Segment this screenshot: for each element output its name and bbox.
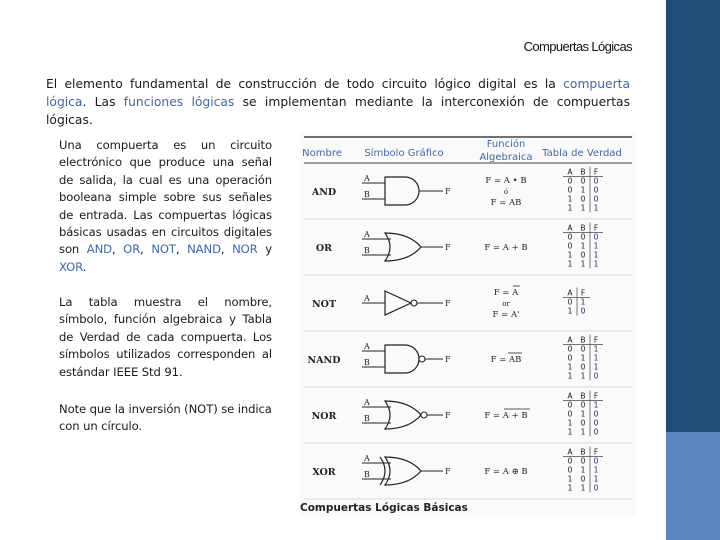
truth-table-cell: 1 bbox=[567, 483, 573, 493]
intro-text: . Las bbox=[82, 95, 124, 109]
slide-sidebar-accent bbox=[666, 432, 720, 540]
gate-symbol bbox=[385, 457, 421, 485]
truth-table-header: A bbox=[567, 167, 573, 177]
algebraic-function: F = A bbox=[493, 288, 519, 298]
truth-table-cell: 1 bbox=[593, 241, 599, 251]
gate-symbol bbox=[385, 345, 419, 373]
truth-table-cell: 1 bbox=[580, 297, 586, 307]
figure-caption: Compuertas Lógicas Básicas bbox=[300, 502, 468, 514]
truth-table-cell: 1 bbox=[580, 465, 586, 475]
intro-text: se implementan mediante la interconexión de compuertas lógicas. bbox=[46, 95, 630, 127]
algebraic-function: F = A + B bbox=[484, 243, 528, 253]
algebraic-function: F = A' bbox=[492, 310, 520, 320]
gate-output-label: F bbox=[445, 187, 451, 196]
inversion-bubble bbox=[411, 300, 417, 306]
truth-table-cell: 1 bbox=[580, 427, 586, 437]
definition-paragraph bbox=[59, 137, 272, 276]
algebraic-function: F = AB bbox=[490, 355, 522, 365]
truth-table-cell: 1 bbox=[580, 353, 586, 363]
gate-name: XOR bbox=[59, 259, 83, 274]
truth-table-cell: 1 bbox=[567, 203, 573, 213]
truth-table-cell: 1 bbox=[593, 465, 599, 475]
gate-name-cell: NOR bbox=[311, 411, 337, 422]
intro-paragraph bbox=[46, 75, 630, 129]
truth-table-header: A bbox=[567, 223, 573, 233]
truth-table-cell: 0 bbox=[593, 194, 599, 204]
truth-table-cell: 1 bbox=[580, 241, 586, 251]
logic-gates-figure bbox=[300, 133, 636, 517]
truth-table-cell: 0 bbox=[567, 232, 573, 242]
truth-table-cell: 0 bbox=[580, 474, 586, 484]
gate-name-cell: XOR bbox=[312, 467, 336, 478]
separator: , bbox=[220, 242, 233, 257]
gate-name: NAND bbox=[187, 242, 221, 257]
algebraic-function: F = A • B bbox=[485, 176, 527, 186]
truth-table-cell: 0 bbox=[580, 232, 586, 242]
truth-table-cell: 0 bbox=[567, 400, 573, 410]
truth-table-cell: 1 bbox=[567, 371, 573, 381]
truth-table-cell: 0 bbox=[567, 297, 573, 307]
truth-table-cell: 1 bbox=[567, 306, 573, 316]
gate-name: AND bbox=[86, 242, 112, 257]
truth-table-cell: 0 bbox=[593, 483, 599, 493]
truth-table-cell: 1 bbox=[567, 362, 573, 372]
truth-table-cell: 0 bbox=[580, 418, 586, 428]
truth-table-cell: 0 bbox=[567, 241, 573, 251]
inversion-bubble bbox=[421, 412, 427, 418]
separator: y bbox=[257, 242, 272, 257]
gate-output-label: F bbox=[445, 411, 451, 420]
gate-xor-bar bbox=[380, 457, 385, 485]
gate-input-label: A bbox=[364, 398, 370, 407]
definition-text: Una compuerta es un circuito electrónico que produce una señal de salida, la cual es una operación booleana simple sobre sus señales de entrada. Las compuertas lógicas básicas usadas en circuitos digitales son bbox=[59, 138, 272, 257]
gate-name: NOT bbox=[151, 242, 176, 257]
truth-table-cell: 1 bbox=[580, 371, 586, 381]
gate-input-label: A bbox=[364, 230, 370, 239]
truth-table-header: F bbox=[593, 167, 599, 177]
gate-name-cell: AND bbox=[311, 187, 337, 198]
truth-table-cell: 0 bbox=[593, 185, 599, 195]
gate-input-label: B bbox=[364, 190, 370, 199]
algebraic-function-or: ó bbox=[503, 188, 509, 196]
gate-name-cell: OR bbox=[315, 243, 333, 254]
algebraic-function-or: or bbox=[502, 300, 510, 308]
inversion-bubble bbox=[419, 356, 425, 362]
gate-input-label: A bbox=[364, 342, 370, 351]
truth-table-header: A bbox=[567, 447, 573, 457]
not-note-paragraph: Note que la inversión (NOT) se indica con un círculo. bbox=[59, 402, 272, 434]
truth-table-cell: 0 bbox=[593, 456, 599, 466]
truth-table-cell: 0 bbox=[580, 344, 586, 354]
separator: . bbox=[82, 259, 87, 274]
truth-table-cell: 1 bbox=[593, 474, 599, 484]
truth-table-cell: 1 bbox=[567, 259, 573, 269]
slide-title: Compuertas Lógicas bbox=[523, 39, 632, 54]
truth-table-cell: 0 bbox=[567, 456, 573, 466]
truth-table-cell: 0 bbox=[580, 194, 586, 204]
truth-table-header: F bbox=[593, 447, 599, 457]
table-description-paragraph: La tabla muestra el nombre, símbolo, función algebraica y Tabla de Verdad de cada compuerta. Los símbolos utilizados corresponden al estándar IEEE Std 91. bbox=[59, 295, 272, 379]
truth-table-cell: 1 bbox=[567, 250, 573, 260]
truth-table-header: B bbox=[580, 167, 586, 177]
truth-table-header: A bbox=[567, 391, 573, 401]
separator: , bbox=[175, 242, 188, 257]
gate-name: NOR bbox=[232, 242, 258, 257]
gate-output-label: F bbox=[445, 299, 451, 308]
truth-table-cell: 0 bbox=[567, 353, 573, 363]
truth-table-cell: 1 bbox=[580, 409, 586, 419]
table-header: Tabla de Verdad bbox=[542, 148, 622, 159]
truth-table-header: F bbox=[593, 335, 599, 345]
truth-table-cell: 0 bbox=[593, 371, 599, 381]
truth-table-cell: 0 bbox=[567, 409, 573, 419]
term-funciones-logicas: funciones lógicas bbox=[123, 95, 235, 109]
truth-table-header: F bbox=[593, 391, 599, 401]
truth-table-cell: 1 bbox=[567, 427, 573, 437]
truth-table-header: A bbox=[567, 288, 573, 298]
truth-table-header: F bbox=[580, 288, 586, 298]
truth-table-cell: 0 bbox=[567, 176, 573, 186]
algebraic-function: F = A + B bbox=[484, 411, 528, 421]
truth-table-cell: 1 bbox=[593, 344, 599, 354]
truth-table-cell: 0 bbox=[567, 185, 573, 195]
truth-table-cell: 0 bbox=[567, 344, 573, 354]
logic-gates-table bbox=[300, 133, 636, 503]
truth-table-cell: 0 bbox=[580, 306, 586, 316]
truth-table-cell: 0 bbox=[580, 250, 586, 260]
intro-text: El elemento fundamental de construcción de todo circuito lógico digital es la bbox=[46, 77, 564, 91]
truth-table-cell: 1 bbox=[567, 194, 573, 204]
gate-output-label: F bbox=[445, 467, 451, 476]
truth-table-cell: 1 bbox=[593, 362, 599, 372]
truth-table-cell: 1 bbox=[567, 418, 573, 428]
gate-output-label: F bbox=[445, 355, 451, 364]
table-header: Símbolo Gráfico bbox=[364, 148, 444, 159]
truth-table-header: B bbox=[580, 447, 586, 457]
truth-table-cell: 0 bbox=[593, 427, 599, 437]
truth-table-cell: 0 bbox=[580, 400, 586, 410]
truth-table-cell: 0 bbox=[580, 362, 586, 372]
separator: , bbox=[140, 242, 152, 257]
gate-input-label: A bbox=[364, 294, 370, 303]
gate-name-cell: NAND bbox=[307, 355, 341, 366]
truth-table-header: F bbox=[593, 223, 599, 233]
gate-input-label: A bbox=[364, 454, 370, 463]
gate-input-label: B bbox=[364, 246, 370, 255]
truth-table-cell: 0 bbox=[567, 465, 573, 475]
truth-table-cell: 0 bbox=[593, 409, 599, 419]
truth-table-cell: 1 bbox=[580, 483, 586, 493]
truth-table-header: B bbox=[580, 223, 586, 233]
table-header: Algebraica bbox=[479, 152, 533, 163]
truth-table-cell: 0 bbox=[580, 176, 586, 186]
truth-table-cell: 1 bbox=[567, 474, 573, 484]
gate-input-label: B bbox=[364, 414, 370, 423]
truth-table-cell: 0 bbox=[593, 232, 599, 242]
truth-table-cell: 1 bbox=[593, 250, 599, 260]
truth-table-cell: 1 bbox=[593, 353, 599, 363]
truth-table-cell: 0 bbox=[593, 418, 599, 428]
truth-table-cell: 0 bbox=[593, 176, 599, 186]
gate-symbol bbox=[385, 401, 421, 429]
truth-table-cell: 1 bbox=[593, 259, 599, 269]
gate-input-label: B bbox=[364, 470, 370, 479]
gate-name: OR bbox=[123, 242, 141, 257]
truth-table-cell: 0 bbox=[580, 456, 586, 466]
gate-output-label: F bbox=[445, 243, 451, 252]
algebraic-function: F = A ⊕ B bbox=[484, 467, 528, 477]
gate-symbol bbox=[385, 291, 411, 315]
gate-name-cell: NOT bbox=[311, 299, 337, 310]
gate-symbol bbox=[385, 177, 419, 205]
term-compuerta-logica: compuerta lógica bbox=[46, 77, 630, 109]
truth-table-cell: 1 bbox=[580, 259, 586, 269]
truth-table-cell: 1 bbox=[580, 203, 586, 213]
truth-table-cell: 1 bbox=[580, 185, 586, 195]
truth-table-header: A bbox=[567, 335, 573, 345]
truth-table-cell: 1 bbox=[593, 400, 599, 410]
truth-table-cell: 1 bbox=[593, 203, 599, 213]
gate-symbol bbox=[385, 233, 421, 261]
truth-table-header: B bbox=[580, 391, 586, 401]
truth-table-header: B bbox=[580, 335, 586, 345]
table-header: Función bbox=[486, 139, 526, 150]
table-header: Nombre bbox=[302, 148, 342, 159]
gate-input-label: B bbox=[364, 358, 370, 367]
separator: , bbox=[112, 242, 124, 257]
algebraic-function: F = AB bbox=[490, 198, 522, 208]
gate-input-label: A bbox=[364, 174, 370, 183]
